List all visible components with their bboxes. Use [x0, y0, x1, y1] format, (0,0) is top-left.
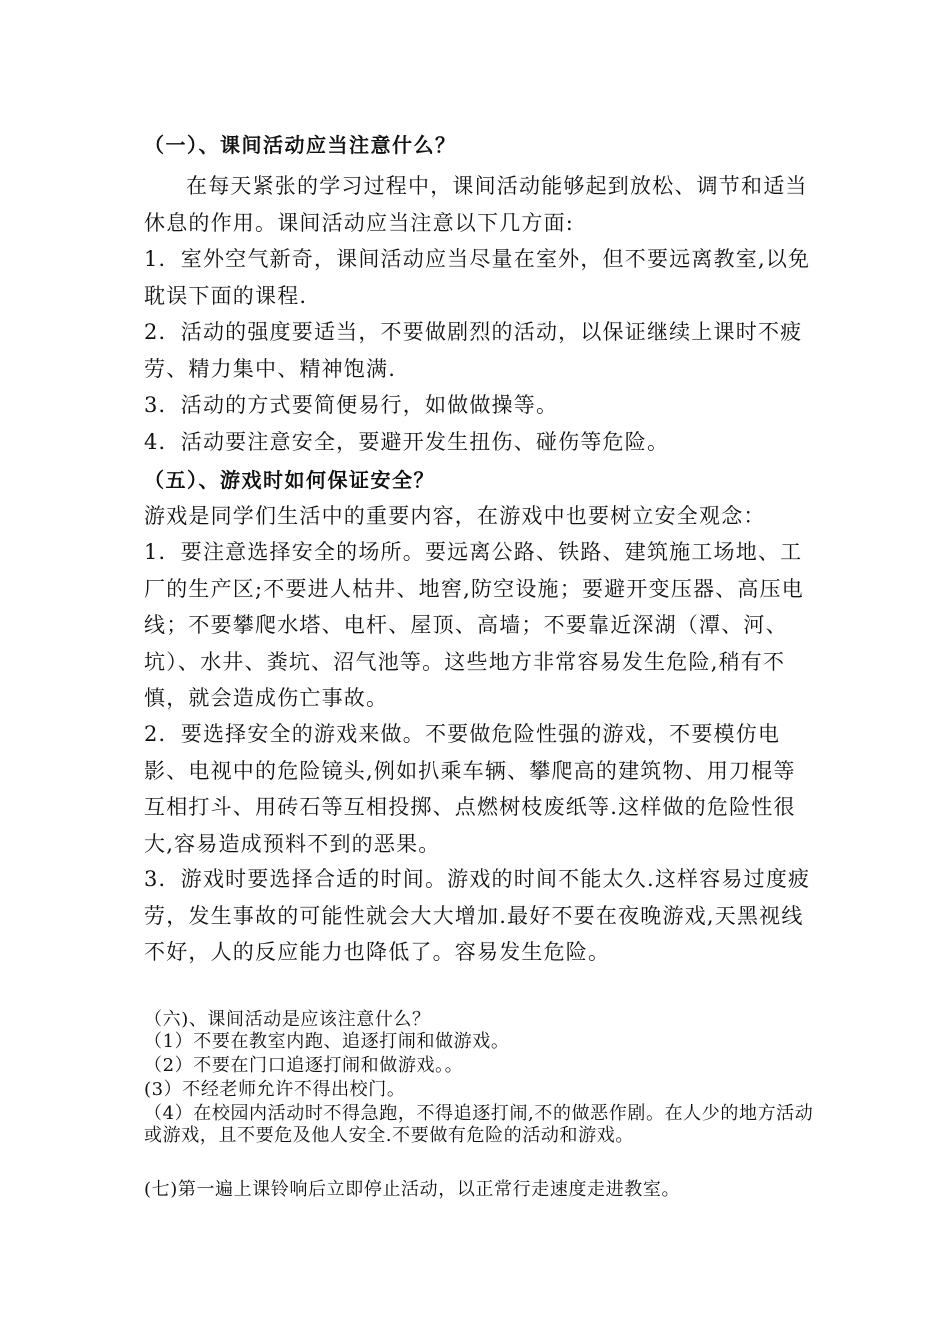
section-1-item-3: 3．活动的方式要简便易行，如做做操等。: [144, 393, 559, 417]
section-6-item-4: （4）在校园内活动时不得急跑，不得追逐打闹,不的做恶作剧。在人少的地方活动或游戏，且不要危及他人安全.不要做有危险的活动和游戏。: [144, 1103, 814, 1146]
section-5-item-3: 3．游戏时要选择合适的时间。游戏的时间不能太久.这样容易过度疲劳，发生事故的可能性就会大大增加.最好不要在夜晚游戏,天黑视线不好，人的反应能力也降低了。容易发生危险。: [144, 867, 811, 964]
section-6-item-3: (3）不经老师允许不得出校门。: [144, 1079, 406, 1100]
section-7-text: (七)第一遍上课铃响后立即停止活动，以正常行走速度走进教室。: [144, 1179, 681, 1200]
section-6-item-2: （2）不要在门口追逐打闹和做游戏。。: [144, 1055, 464, 1076]
section-5-heading: （五）、游戏时如何保证安全？: [144, 468, 435, 492]
section-6-item-1: （1）不要在教室内跑、追逐打闹和做游戏。: [144, 1031, 510, 1052]
section-6-heading: （六)、课间活动是应该注意什么？: [144, 1009, 431, 1030]
section-1-item-1: 1．室外空气新奇，课间活动应当尽量在室外，但不要远离教室,以免耽误下面的课程.: [144, 247, 811, 308]
section-5-item-1: 1．要注意选择安全的场所。要远离公路、铁路、建筑施工场地、工厂的生产区;不要进人枯井、地窖,防空设施；要避开变压器、高压电线；不要攀爬水塔、电杆、屋顶、高墙；不要靠近深湖（潭、河、坑）、水井、粪坑、沼气池等。这些地方非常容易发生危险,稍有不慎，就会造成伤亡事故。: [144, 540, 804, 710]
section-1-item-2: 2．活动的强度要适当，不要做剧烈的活动，以保证继续上课时不疲劳、精力集中、精神饱满.: [144, 320, 803, 381]
section-1-item-4: 4．活动要注意安全，要避开发生扭伤、碰伤等危险。: [144, 430, 670, 454]
section-1-intro: 在每天紧张的学习过程中，课间活动能够起到放松、调节和适当休息的作用。课间活动应当注意以下几方面:: [144, 174, 808, 235]
section-5-intro: 游戏是同学们生活中的重要内容，在游戏中也要树立安全观念：: [144, 504, 766, 528]
section-5-item-2: 2．要选择安全的游戏来做。不要做危险性强的游戏，不要模仿电影、电视中的危险镜头,例如扒乘车辆、攀爬高的建筑物、用刀棍等互相打斗、用砖石等互相投掷、点燃树枝废纸等.这样做的危险性很大,容易造成预料不到的恶果。: [144, 722, 796, 856]
section-1-heading: （一）、课间活动应当注意什么？: [144, 133, 457, 157]
